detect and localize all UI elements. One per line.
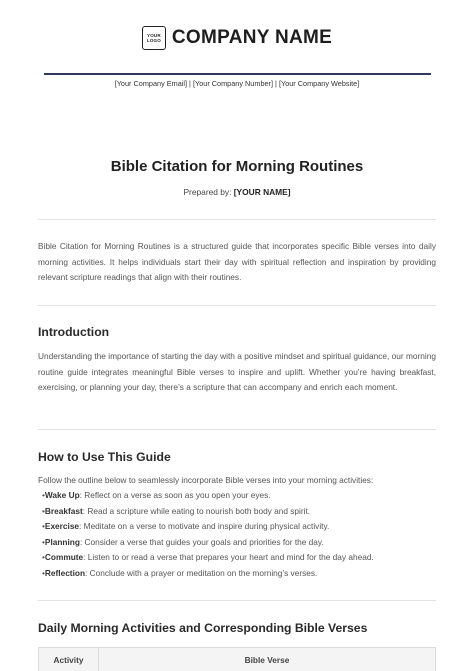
- logo-text-line2: LOGO: [146, 38, 161, 43]
- prepared-by: [0, 187, 474, 197]
- step-label: Commute: [44, 552, 84, 563]
- list-item: •Breakfast: Read a scripture while eating to nourish both body and spirit.: [42, 505, 311, 516]
- introduction-body: Understanding the importance of starting the day with a positive mindset and spiritual guidance, our morning routine guide integrates meaningful Bible verses to inspire and uplift. Whether you’re having breakfast, exercising, or planning your day, there’s a scripture that can accompany and enrich each moment.: [38, 351, 436, 393]
- table-header-activity: Activity: [39, 648, 99, 671]
- step-label: Wake Up: [44, 490, 80, 500]
- prepared-by-name: [YOUR NAME]: [233, 187, 291, 197]
- document-title: Bible Citation for Morning Routines: [110, 158, 364, 175]
- step-label: Breakfast: [44, 505, 83, 516]
- step-text: : Listen to or read a verse that prepares your heart and mind for the day ahead.: [83, 552, 374, 563]
- section-divider: [38, 219, 436, 220]
- list-item: •Reflection: Conclude with a prayer or meditation on the morning’s verses.: [42, 567, 318, 578]
- prepared-by-label: Prepared by:: [183, 187, 232, 197]
- step-text: : Reflect on a verse as soon as you open your eyes.: [79, 490, 271, 500]
- how-to-heading: How to Use This Guide: [38, 450, 171, 464]
- list-item: •Planning: Consider a verse that guides your goals and priorities for the day.: [42, 536, 324, 547]
- section-divider: [38, 600, 436, 601]
- step-text: : Consider a verse that guides your goals and priorities for the day.: [79, 536, 324, 547]
- company-logo: [142, 26, 166, 50]
- step-text: : Meditate on a verse to motivate and inspire during physical activity.: [79, 521, 330, 532]
- list-item: •Exercise: Meditate on a verse to motivate and inspire during physical activity.: [42, 521, 330, 532]
- table-header-bible-verse: Bible Verse: [99, 648, 435, 671]
- company-name: COMPANY NAME: [171, 27, 333, 48]
- step-label: Planning: [44, 536, 80, 547]
- step-text: : Conclude with a prayer or meditation on the morning’s verses.: [85, 567, 318, 578]
- intro-paragraph: Bible Citation for Morning Routines is a structured guide that incorporates specific Bible verses into daily morning activities. It helps individuals start their day with spiritual reflection and inspiration by providing relevant scripture readings that align with their routines.: [38, 241, 436, 283]
- how-to-steps-list: [42, 488, 436, 582]
- activities-table: [38, 647, 436, 671]
- introduction-heading: Introduction: [38, 325, 110, 339]
- activities-heading: Daily Morning Activities and Corresponding Bible Verses: [38, 621, 368, 635]
- list-item: •Commute: Listen to or read a verse that prepares your heart and mind for the day ahead.: [42, 552, 374, 563]
- section-divider: [38, 429, 436, 430]
- logo-text-line1: YOUR: [147, 33, 161, 38]
- step-text: : Read a scripture while eating to nourish both body and spirit.: [82, 505, 311, 516]
- header-divider: [44, 73, 431, 75]
- how-to-lead: Follow the outline below to seamlessly incorporate Bible verses into your morning activities:: [38, 475, 374, 485]
- section-divider: [38, 305, 436, 306]
- step-label: Exercise: [44, 521, 80, 532]
- document-header: [0, 26, 474, 50]
- step-label: Reflection: [44, 567, 86, 578]
- company-contact-line: [Your Company Email] | [Your Company Number] | [Your Company Website]: [114, 79, 360, 88]
- list-item: •Wake Up: Reflect on a verse as soon as you open your eyes.: [42, 490, 271, 500]
